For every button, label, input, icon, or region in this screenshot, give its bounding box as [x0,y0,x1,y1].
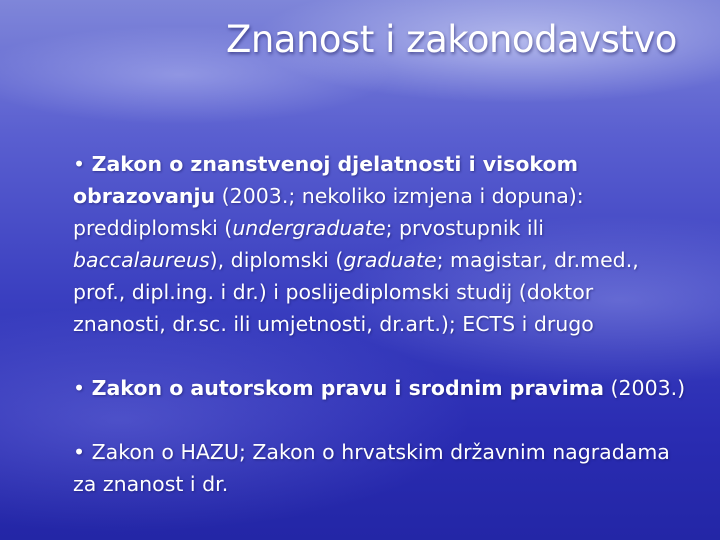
bullet-text: ), diplomski ( [209,248,344,272]
slide-title: Znanost i zakonodavstvo [226,18,677,61]
term-latin: baccalaureus [73,248,210,272]
law-name: Zakon o znanstvenoj djelatnosti i visokom obrazovanju [73,152,578,208]
term-english: graduate [343,248,437,272]
bullet-text: ; magistar, dr.med., prof., dipl.ing. i dr.) i poslijediplomski studij (doktor znanosti, dr.sc. ili umjetnosti, dr.art.); ECTS i drugo [73,248,639,336]
bullet-marker: • [73,376,92,400]
law-name: Zakon o autorskom pravu i srodnim pravima [91,376,604,400]
term-english: undergraduate [232,216,386,240]
bullet-text: (2003.) [603,376,686,400]
slide-content [73,148,688,500]
bullet-item: • Zakon o HAZU; Zakon o hrvatskim državnim nagradama za znanost i dr. [73,440,670,496]
bullet-text: (2003.; nekoliko izmjena i dopuna): preddiplomski ( [73,184,584,240]
bullet-text: ; prvostupnik ili [385,216,545,240]
bullet-item [73,372,688,404]
bullet-marker: • [73,152,92,176]
bullet-item [73,148,688,340]
